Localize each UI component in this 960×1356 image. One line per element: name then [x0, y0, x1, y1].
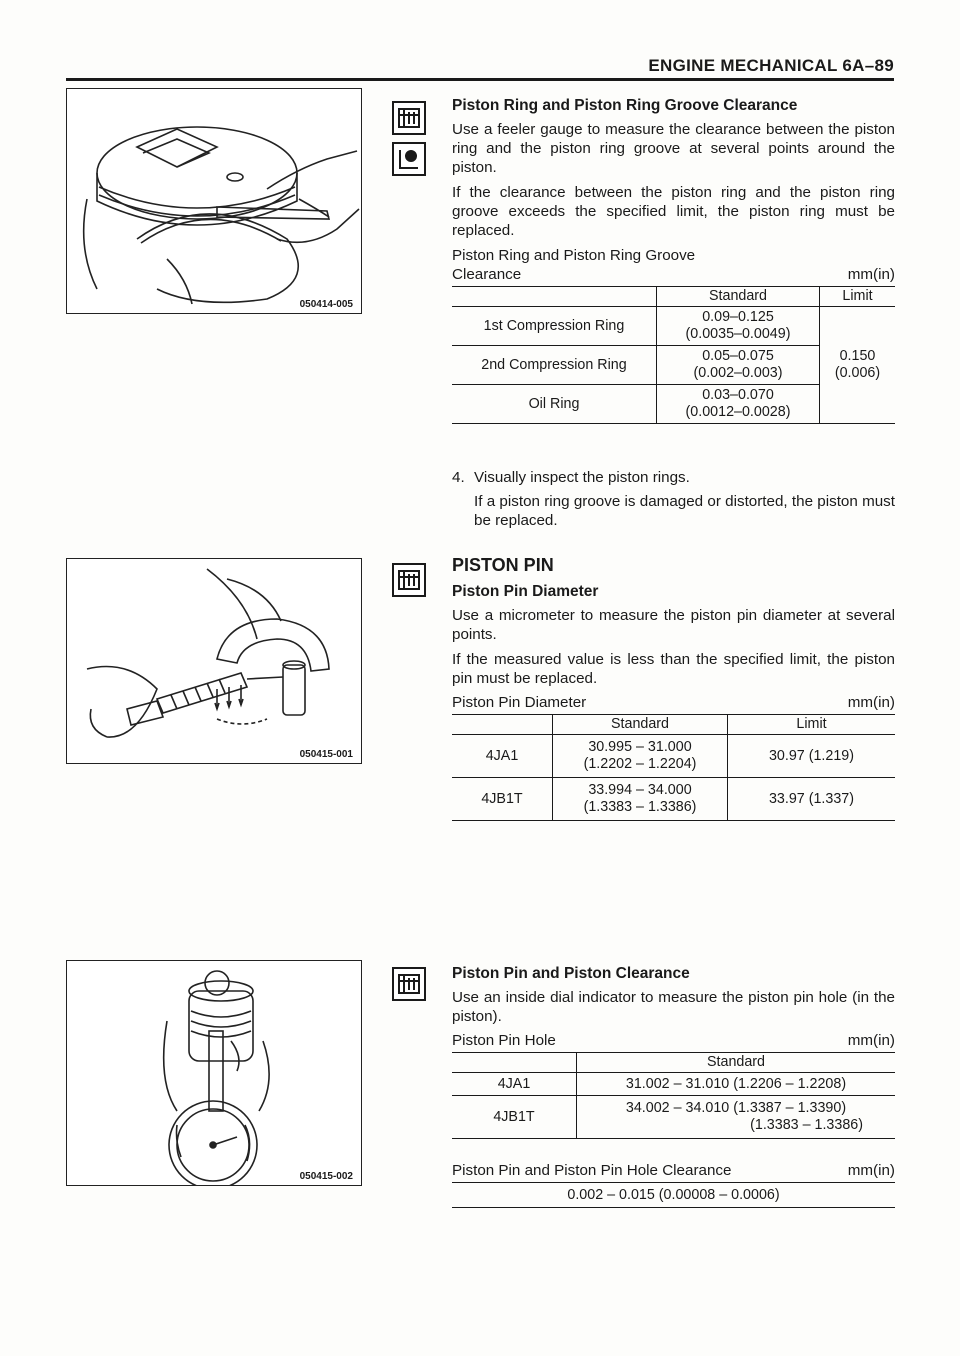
standard-value: 0.03–0.070 [702, 387, 774, 403]
section-pin-clearance [452, 964, 895, 1208]
unit-label: mm(in) [847, 1032, 895, 1049]
row-label: Oil Ring [528, 395, 580, 412]
unit-label: mm(in) [847, 1162, 895, 1179]
table-title: Piston Pin Diameter [452, 694, 587, 711]
table-row [452, 307, 895, 346]
standard-value: 0.09–0.125 [702, 309, 774, 325]
table-title-row [452, 693, 895, 712]
inspect-icon [392, 967, 426, 1001]
section-ring-groove [452, 96, 895, 424]
page-title: ENGINE MECHANICAL 6A–89 [648, 56, 894, 75]
column-header: Limit [820, 287, 896, 307]
step-line [452, 468, 895, 487]
column-header: Standard [577, 1053, 896, 1073]
inspect-icon [392, 563, 426, 597]
section-heading: Piston Pin Diameter [452, 583, 599, 600]
limit-value-in: (0.006) [834, 365, 881, 381]
standard-value-in: (0.002–0.003) [693, 365, 783, 381]
standard-value: 0.05–0.075 [702, 348, 774, 364]
page-header [66, 56, 894, 84]
figure-feeler-gauge [66, 88, 362, 314]
header-rule [66, 78, 894, 81]
figure-micrometer [66, 558, 362, 764]
pin-hole-table [452, 1052, 895, 1139]
table-title: Clearance [452, 266, 522, 283]
standard-value-in: (0.0035–0.0049) [685, 326, 791, 342]
model-label: 4JA1 [485, 747, 519, 764]
standard-value-in: (0.0012–0.0028) [685, 404, 791, 420]
row-label: 1st Compression Ring [483, 317, 625, 334]
step-number: 4. [452, 469, 465, 486]
step-detail: If a piston ring groove is damaged or distorted, the piston must be replaced. [474, 493, 895, 529]
table-title-row [452, 1031, 895, 1050]
clearance-title: Piston Pin and Piston Pin Hole Clearance [452, 1162, 732, 1179]
visual-check-icon [392, 142, 426, 176]
paragraph: Use an inside dial indicator to measure the piston pin hole (in the piston). [452, 989, 895, 1025]
standard-value-in: (1.2202 – 1.2204) [583, 756, 697, 772]
row-label: 2nd Compression Ring [481, 356, 627, 373]
table-title: Piston Ring and Piston Ring Groove [452, 247, 696, 264]
figure-code: 050414-005 [299, 299, 353, 310]
table-title: Piston Pin Hole [452, 1032, 556, 1049]
figure-dial-indicator [66, 960, 362, 1186]
paragraph: Use a micrometer to measure the piston pin diameter at several points. [452, 607, 895, 643]
table-row [452, 735, 895, 778]
figure-code: 050415-001 [299, 749, 353, 760]
section-heading: Piston Ring and Piston Ring Groove Clearance [452, 97, 798, 114]
column-header: Limit [728, 715, 896, 735]
standard-value: 34.002 – 34.010 (1.3387 – 1.3390) [625, 1100, 847, 1116]
standard-value: 30.995 – 31.000 [588, 739, 692, 755]
step-text: Visually inspect the piston rings. [474, 469, 690, 486]
standard-value: 33.994 – 34.000 [588, 782, 692, 798]
section-heading: Piston Pin and Piston Clearance [452, 965, 690, 982]
paragraph: Use a feeler gauge to measure the clearance between the piston ring and the piston ring groove at several points around the piston. [452, 121, 895, 176]
standard-value: 31.002 – 31.010 (1.2206 – 1.2208) [577, 1073, 896, 1096]
table-row [452, 1096, 895, 1139]
limit-value: 30.97 (1.219) [728, 735, 896, 778]
ring-clearance-table [452, 286, 895, 424]
table-row [452, 778, 895, 821]
piston-ring-feeler-illustration [67, 89, 361, 313]
table-title-row [452, 265, 895, 284]
dial-indicator-illustration [67, 961, 361, 1185]
section-title: PISTON PIN [452, 555, 554, 575]
step-4 [452, 468, 895, 530]
standard-value-in: (1.3383 – 1.3386) [750, 1117, 863, 1133]
paragraph: If the measured value is less than the specified limit, the piston pin must be replaced. [452, 651, 895, 687]
model-label: 4JB1T [493, 1108, 535, 1125]
limit-value: 33.97 (1.337) [728, 778, 896, 821]
clearance-value: 0.002 – 0.015 (0.00008 – 0.0006) [452, 1183, 895, 1208]
inspect-icon [392, 101, 426, 135]
standard-value-in: (1.3383 – 1.3386) [583, 799, 697, 815]
pin-diameter-table [452, 714, 895, 821]
model-label: 4JA1 [497, 1075, 531, 1092]
section-piston-pin [452, 556, 895, 821]
limit-value: 0.150 [839, 348, 876, 364]
clearance-title-row [452, 1161, 895, 1183]
micrometer-illustration [67, 559, 361, 763]
table-row [452, 1073, 895, 1096]
column-header: Standard [553, 715, 728, 735]
column-header: Standard [657, 287, 820, 307]
unit-label: mm(in) [847, 694, 895, 711]
model-label: 4JB1T [481, 790, 523, 807]
figure-code: 050415-002 [299, 1171, 353, 1182]
paragraph: If the clearance between the piston ring and the piston ring groove exceeds the specified limit, the piston ring must be replaced. [452, 184, 895, 239]
unit-label: mm(in) [847, 266, 895, 283]
